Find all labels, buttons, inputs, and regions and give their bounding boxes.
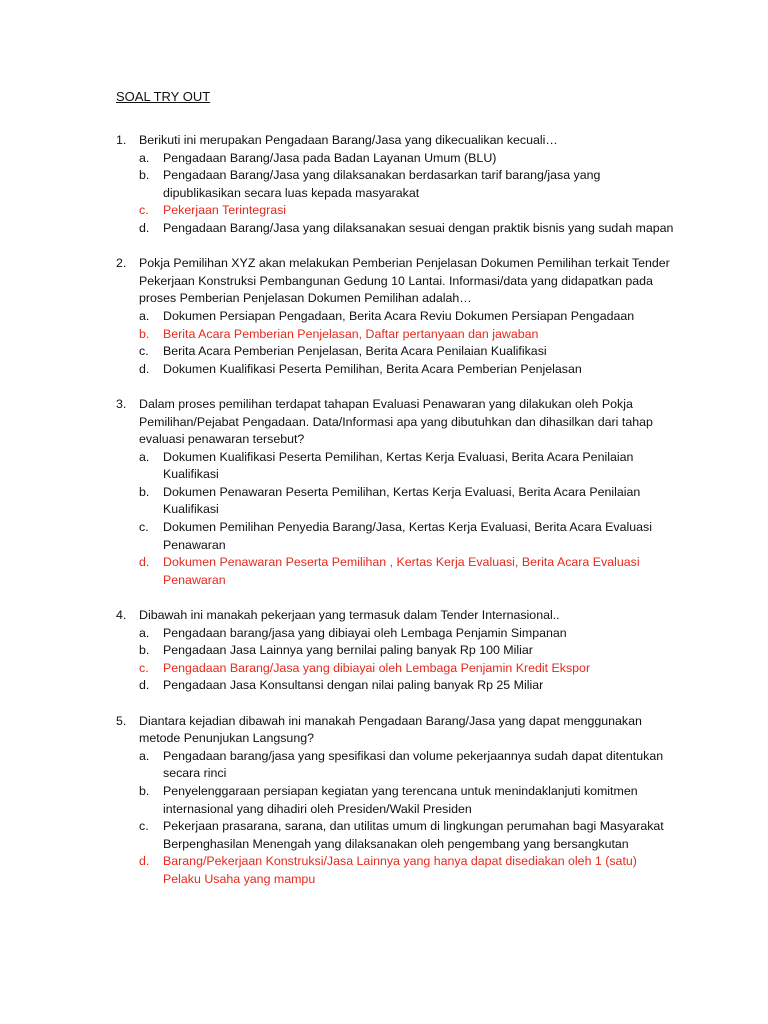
answer-option-correct xyxy=(139,853,676,888)
answer-option-correct xyxy=(139,202,676,220)
answer-option-correct xyxy=(139,554,676,589)
option-text: Dokumen Kualifikasi Peserta Pemilihan, Kertas Kerja Evaluasi, Berita Acara Penilaian Kualifikasi xyxy=(163,449,634,482)
option-text: Pengadaan barang/jasa yang dibiayai oleh Lembaga Penjamin Simpanan xyxy=(163,625,567,640)
option-list xyxy=(139,308,676,378)
answer-option xyxy=(139,308,676,326)
question-number: 3. xyxy=(116,396,127,411)
answer-option xyxy=(139,642,676,660)
question-number: 4. xyxy=(116,608,127,623)
option-text: Pengadaan Barang/Jasa pada Badan Layanan Umum (BLU) xyxy=(163,150,497,165)
option-text: Dokumen Persiapan Pengadaan, Berita Acara Reviu Dokumen Persiapan Pengadaan xyxy=(163,308,635,323)
answer-option xyxy=(139,748,676,783)
option-text: Pengadaan Barang/Jasa yang dibiayai oleh Lembaga Penjamin Kredit Ekspor xyxy=(163,660,591,675)
answer-option-correct xyxy=(139,660,676,678)
question-item xyxy=(116,607,676,695)
question-row xyxy=(116,255,676,308)
option-letter: d. xyxy=(139,678,150,693)
option-list xyxy=(139,449,676,590)
option-letter: b. xyxy=(139,643,150,658)
answer-option xyxy=(139,783,676,818)
question-row xyxy=(116,607,676,625)
question-text: Dalam proses pemilihan terdapat tahapan Evaluasi Penawaran yang dilakukan oleh Pokja Pemilihan/Pejabat Pengadaan. Data/Informasi apa yang dibutuhkan dan dihasilkan dari tahap evaluasi penawaran tersebut? xyxy=(139,396,653,447)
option-text: Dokumen Penawaran Peserta Pemilihan, Kertas Kerja Evaluasi, Berita Acara Penilaian Kualifikasi xyxy=(163,484,641,517)
question-row xyxy=(116,132,676,150)
option-letter: b. xyxy=(139,783,150,798)
question-number: 2. xyxy=(116,256,127,271)
option-text: Pengadaan barang/jasa yang spesifikasi dan volume pekerjaannya sudah dapat ditentukan secara rinci xyxy=(163,748,664,781)
option-text: Dokumen Penawaran Peserta Pemilihan , Kertas Kerja Evaluasi, Berita Acara Evaluasi Penawaran xyxy=(163,555,640,587)
answer-option-correct xyxy=(139,326,676,344)
answer-option xyxy=(139,167,676,202)
question-item xyxy=(116,396,676,590)
option-letter: c. xyxy=(139,819,149,834)
option-text: Pekerjaan prasarana, sarana, dan utilitas umum di lingkungan perumahan bagi Masyarakat Berpenghasilan Menengah yang dilaksanakan oleh pengembang yang bersangkutan xyxy=(163,819,664,851)
option-text: Berita Acara Pemberian Penjelasan, Berita Acara Penilaian Kualifikasi xyxy=(163,344,547,359)
answer-option xyxy=(139,484,676,519)
option-letter: b. xyxy=(139,326,150,341)
option-letter: c. xyxy=(139,660,149,675)
question-text: Berikuti ini merupakan Pengadaan Barang/Jasa yang dikecualikan kecuali… xyxy=(139,133,558,147)
answer-option xyxy=(139,343,676,361)
option-letter: b. xyxy=(139,168,150,183)
option-text: Pengadaan Jasa Konsultansi dengan nilai paling banyak Rp 25 Miliar xyxy=(163,678,544,693)
question-list xyxy=(116,132,676,906)
option-letter: c. xyxy=(139,520,149,535)
answer-option xyxy=(139,625,676,643)
option-text: Berita Acara Pemberian Penjelasan, Daftar pertanyaan dan jawaban xyxy=(163,326,539,341)
question-text: Dibawah ini manakah pekerjaan yang termasuk dalam Tender Internasional.. xyxy=(139,608,560,623)
answer-option xyxy=(139,220,676,238)
answer-option xyxy=(139,361,676,379)
answer-option xyxy=(139,519,676,554)
answer-option xyxy=(139,818,676,853)
option-text: Dokumen Kualifikasi Peserta Pemilihan, Berita Acara Pemberian Penjelasan xyxy=(163,361,582,376)
option-letter: d. xyxy=(139,555,150,570)
question-item xyxy=(116,255,676,378)
question-item xyxy=(116,132,676,238)
option-letter: a. xyxy=(139,308,150,323)
option-letter: b. xyxy=(139,484,150,499)
option-list xyxy=(139,748,676,889)
option-letter: c. xyxy=(139,203,149,218)
option-letter: a. xyxy=(139,449,150,464)
option-text: Penyelenggaraan persiapan kegiatan yang terencana untuk menindaklanjuti komitmen internasional yang dihadiri oleh Presiden/Wakil Presiden xyxy=(163,783,638,816)
option-letter: a. xyxy=(139,748,150,763)
question-item xyxy=(116,713,676,889)
option-list xyxy=(139,625,676,695)
option-letter: d. xyxy=(139,361,150,376)
option-text: Pekerjaan Terintegrasi xyxy=(163,203,287,218)
question-row xyxy=(116,713,676,748)
option-letter: c. xyxy=(139,344,149,359)
answer-option xyxy=(139,150,676,168)
option-letter: d. xyxy=(139,854,150,869)
option-text: Dokumen Pemilihan Penyedia Barang/Jasa, Kertas Kerja Evaluasi, Berita Acara Evaluasi Penawaran xyxy=(163,520,653,552)
option-text: Pengadaan Jasa Lainnya yang bernilai paling banyak Rp 100 Miliar xyxy=(163,643,533,658)
option-letter: a. xyxy=(139,150,150,165)
question-text: Pokja Pemilihan XYZ akan melakukan Pemberian Penjelasan Dokumen Pemilihan terkait Tender Pekerjaan Konstruksi Pembangunan Gedung 10 Lantai. Informasi/data yang didapatkan pada proses Pemberian Penjelasan Dokumen Pemilihan adalah… xyxy=(139,256,670,306)
document-title: SOAL TRY OUT xyxy=(116,89,211,104)
question-number: 1. xyxy=(116,133,127,147)
question-row xyxy=(116,396,676,449)
option-letter: a. xyxy=(139,625,150,640)
option-text: Pengadaan Barang/Jasa yang dilaksanakan sesuai dengan praktik bisnis yang sudah mapan xyxy=(163,220,674,235)
answer-option xyxy=(139,677,676,695)
question-text: Diantara kejadian dibawah ini manakah Pengadaan Barang/Jasa yang dapat menggunakan metode Penunjukan Langsung? xyxy=(139,713,642,746)
answer-option xyxy=(139,449,676,484)
option-text: Barang/Pekerjaan Konstruksi/Jasa Lainnya yang hanya dapat disediakan oleh 1 (satu) Pelaku Usaha yang mampu xyxy=(163,854,637,886)
option-text: Pengadaan Barang/Jasa yang dilaksanakan berdasarkan tarif barang/jasa yang dipublikasikan secara luas kepada masyarakat xyxy=(163,168,601,200)
option-letter: d. xyxy=(139,220,150,235)
question-number: 5. xyxy=(116,713,127,728)
option-list xyxy=(139,150,676,238)
